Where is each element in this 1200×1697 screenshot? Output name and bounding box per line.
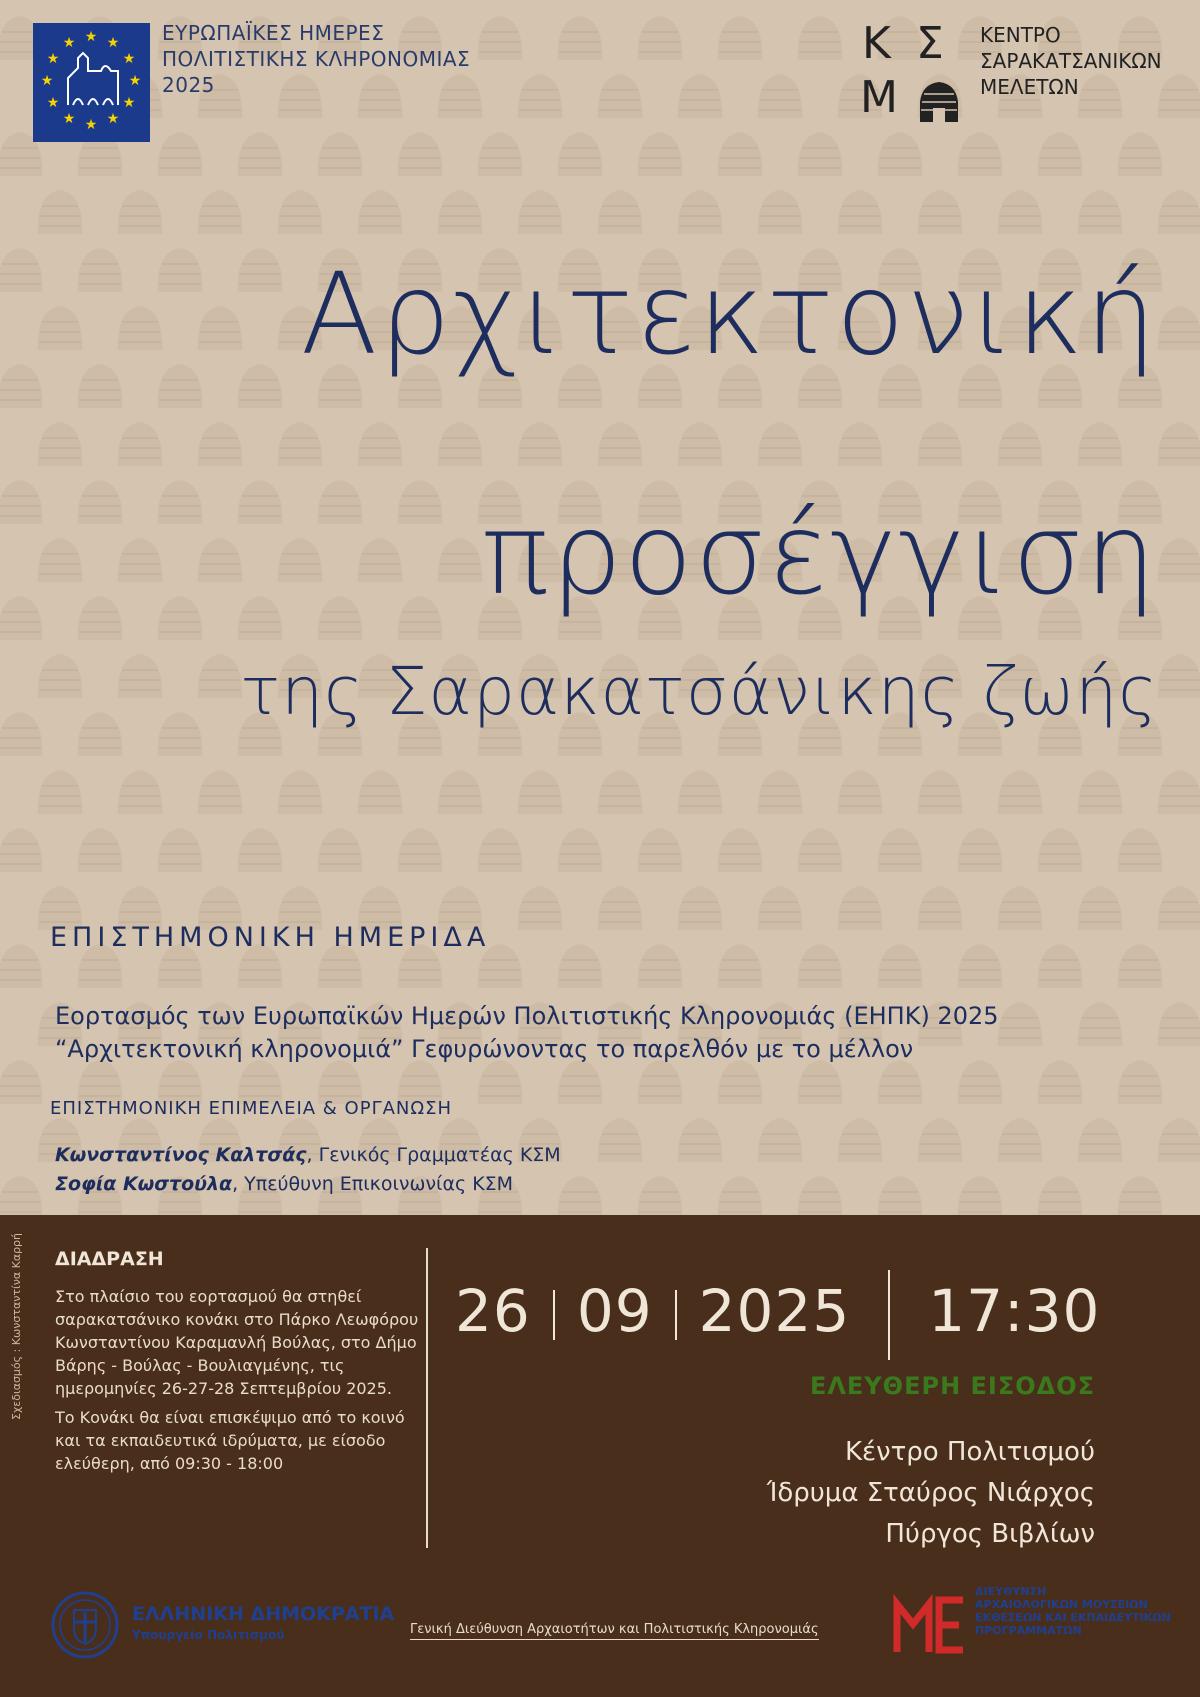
hut-pattern-icon [878, 1060, 922, 1104]
hut-pattern-icon [398, 828, 442, 872]
hut-pattern-icon [158, 132, 202, 176]
hut-pattern-icon [558, 1060, 602, 1104]
hut-pattern-icon [1078, 770, 1122, 814]
hut-pattern-icon [918, 886, 962, 930]
hut-pattern-icon [1078, 1002, 1122, 1046]
organizer-2 [55, 1173, 513, 1195]
hut-pattern-icon [558, 16, 602, 60]
hut-pattern-icon [758, 886, 802, 930]
hut-pattern-icon [998, 190, 1042, 234]
hut-pattern-icon [278, 422, 322, 466]
hut-pattern-icon [38, 538, 82, 582]
hut-pattern-icon [1158, 886, 1200, 930]
hut-pattern-icon [998, 770, 1042, 814]
hut-pattern-icon [678, 190, 722, 234]
eu-line: ΠΟΛΙΤΙΣΤΙΚΗΣ ΚΛΗΡΟΝΟΜΙΑΣ [162, 47, 471, 71]
hut-pattern-icon [918, 1118, 962, 1162]
hut-pattern-icon [38, 190, 82, 234]
activity-paragraph: Στο πλαίσιο του εορτασμού θα στηθεί σαρακατσάνικο κονάκι στο Πάρκο Λεωφόρου Κωνσταντίνου Καραμανλή Βούλας, στο Δήμο Βάρης - Βούλας - Βουλιαγμένης, τις ημερομηνίες 26-27-28 Σεπτεμβρίου 2025. [55, 1287, 419, 1398]
activity-heading: ΔΙΑΔΡΑΣΗ [55, 1248, 164, 1270]
event-subtitle [55, 1000, 999, 1066]
hut-pattern-icon [318, 480, 362, 524]
svg-text:★: ★ [46, 51, 60, 67]
activity-paragraph: Το Κονάκι θα είναι επισκέψιμο από το κοινό και τα εκπαιδευτικά ιδρύματα, με είσοδο ελεύθερη, από 09:30 - 18:00 [55, 1408, 405, 1473]
hut-pattern-icon [918, 770, 962, 814]
hut-pattern-icon [78, 712, 122, 756]
hut-pattern-icon [318, 132, 362, 176]
hut-pattern-icon [438, 190, 482, 234]
eu-line: 2025 [162, 73, 215, 97]
hut-pattern-icon [478, 16, 522, 60]
hut-pattern-icon [558, 1176, 602, 1215]
svg-text:★: ★ [46, 95, 60, 111]
hut-pattern-icon [638, 16, 682, 60]
hut-pattern-icon [518, 74, 562, 118]
hut-pattern-icon [958, 132, 1002, 176]
hut-pattern-icon [758, 1118, 802, 1162]
me-line: ΑΡΧΑΙΟΛΟΓΙΚΩΝ ΜΟΥΣΕΙΩΝ [975, 1598, 1148, 1611]
hut-pattern-icon [798, 16, 842, 60]
event-datetime [455, 1270, 1100, 1360]
svg-text:★: ★ [62, 35, 76, 51]
hut-pattern-icon [798, 132, 842, 176]
hut-pattern-icon [638, 132, 682, 176]
hut-pattern-icon [718, 132, 762, 176]
hut-pattern-icon [1038, 132, 1082, 176]
hut-pattern-icon [358, 770, 402, 814]
svg-text:★: ★ [128, 73, 142, 89]
hut-pattern-icon [1158, 1002, 1200, 1046]
hut-pattern-icon [1118, 132, 1162, 176]
hut-pattern-icon [838, 190, 882, 234]
hut-pattern-icon [238, 596, 282, 640]
svg-text:★: ★ [106, 35, 120, 51]
hut-pattern-icon [118, 422, 162, 466]
hut-pattern-icon [198, 190, 242, 234]
hut-pattern-icon [1158, 770, 1200, 814]
hut-pattern-icon [758, 770, 802, 814]
organizer-name: Κωνσταντίνος Καλτσάς [55, 1144, 307, 1166]
hut-pattern-icon [798, 828, 842, 872]
hut-pattern-icon [278, 538, 322, 582]
hut-pattern-icon [518, 886, 562, 930]
eu-heritage-days-text [162, 20, 470, 98]
gov-ministry: Υπουργείο Πολιτισμού [132, 1628, 285, 1642]
hut-pattern-icon [478, 828, 522, 872]
me-logo-icon [893, 1590, 973, 1660]
title-line-1: Αρχιτεκτονική [300, 250, 1158, 380]
hut-pattern-icon [718, 16, 762, 60]
hut-pattern-icon [558, 132, 602, 176]
hut-pattern-icon [198, 770, 242, 814]
hut-pattern-icon [238, 132, 282, 176]
hut-pattern-icon [958, 1060, 1002, 1104]
hut-pattern-icon [398, 132, 442, 176]
ksm-line: ΣΑΡΑΚΑΤΣΑΝΙΚΩΝ [980, 49, 1162, 73]
hut-pattern-icon [638, 1060, 682, 1104]
hut-pattern-icon [718, 1176, 762, 1215]
hut-pattern-icon [878, 828, 922, 872]
hut-pattern-icon [678, 1118, 722, 1162]
hut-pattern-icon [198, 538, 242, 582]
hut-pattern-icon [678, 422, 722, 466]
hut-pattern-icon [0, 1176, 42, 1215]
hellenic-republic-emblem-icon [50, 1590, 120, 1660]
hut-pattern-icon [118, 538, 162, 582]
hut-pattern-icon [118, 306, 162, 350]
design-credit: Σχεδιασμός : Κωνσταντίνα Καρρή [10, 1232, 23, 1420]
me-line: ΔΙΕΥΘΥΝΣΗ [975, 1585, 1047, 1598]
hut-pattern-icon [678, 770, 722, 814]
hut-pattern-icon [1158, 1118, 1200, 1162]
hut-pattern-icon [1118, 1176, 1162, 1215]
svg-text:★: ★ [62, 111, 76, 127]
venue-line: Πύργος Βιβλίων [885, 1519, 1095, 1549]
me-directorate-text [975, 1585, 1171, 1637]
hut-pattern-icon [1158, 306, 1200, 350]
event-type: ΕΠΙΣΤΗΜΟΝΙΚΗ ΗΜΕΡΙΔΑ [50, 922, 491, 953]
hut-pattern-icon [438, 770, 482, 814]
date-year: 2025 [698, 1277, 851, 1346]
hut-pattern-icon [798, 944, 842, 988]
hut-pattern-icon [238, 828, 282, 872]
subtitle-line-2: “Αρχιτεκτονική κληρονομιά” Γεφυρώνοντας το παρελθόν με το μέλλον [55, 1035, 914, 1063]
hut-pattern-icon [1158, 538, 1200, 582]
venue-line: Ίδρυμα Σταύρος Νιάρχος [766, 1478, 1095, 1508]
hut-pattern-icon [38, 770, 82, 814]
hut-pattern-icon [878, 1176, 922, 1215]
hut-pattern-icon [1038, 1060, 1082, 1104]
free-entry: ΕΛΕΥΘΕΡΗ ΕΙΣΟΔΟΣ [809, 1372, 1095, 1400]
hut-pattern-icon [1038, 1176, 1082, 1215]
hut-pattern-icon [198, 654, 242, 698]
hut-pattern-icon [318, 596, 362, 640]
vertical-divider [426, 1248, 428, 1548]
hut-pattern-icon [518, 190, 562, 234]
hut-pattern-icon [998, 1002, 1042, 1046]
separator [675, 1290, 677, 1340]
hut-pattern-icon [238, 364, 282, 408]
hut-pattern-icon [158, 712, 202, 756]
hut-pattern-icon [1118, 1060, 1162, 1104]
organizer-name: Σοφία Κωστούλα [55, 1173, 233, 1195]
hut-pattern-icon [358, 422, 402, 466]
hut-pattern-icon [1038, 944, 1082, 988]
hut-pattern-icon [0, 944, 42, 988]
svg-text:★: ★ [122, 95, 136, 111]
hut-pattern-icon [638, 828, 682, 872]
hut-pattern-icon [398, 596, 442, 640]
hut-pattern-icon [678, 886, 722, 930]
hut-pattern-icon [958, 944, 1002, 988]
hut-pattern-icon [718, 1060, 762, 1104]
ksm-letter: Μ [860, 72, 898, 123]
eu-stars-icon [33, 23, 150, 142]
hut-pattern-icon [0, 364, 42, 408]
hut-pattern-icon [438, 422, 482, 466]
hut-pattern-icon [278, 190, 322, 234]
ksm-logo [858, 18, 968, 127]
hut-pattern-icon [78, 596, 122, 640]
hut-pattern-icon [38, 654, 82, 698]
directorate-name: Γενική Διεύθυνση Αρχαιοτήτων και Πολιτιστικής Κληρονομιάς [410, 1622, 819, 1640]
hut-pattern-icon [918, 422, 962, 466]
hut-pattern-icon [638, 1176, 682, 1215]
hut-pattern-icon [518, 770, 562, 814]
me-line: ΕΚΘΕΣΕΩΝ ΚΑΙ ΕΚΠΑΙΔΕΥΤΙΚΩΝ [975, 1611, 1171, 1624]
svg-text:★: ★ [122, 51, 136, 67]
svg-text:★: ★ [84, 29, 98, 45]
hut-pattern-icon [318, 828, 362, 872]
hut-pattern-icon [838, 422, 882, 466]
hut-pattern-icon [838, 886, 882, 930]
hut-pattern-icon [558, 828, 602, 872]
hut-pattern-icon [0, 828, 42, 872]
hut-pattern-icon [198, 422, 242, 466]
hut-pattern-icon [758, 422, 802, 466]
organization-heading: ΕΠΙΣΤΗΜΟΝΙΚΗ ΕΠΙΜΕΛΕΙΑ & ΟΡΓΑΝΩΣΗ [50, 1098, 453, 1119]
hut-pattern-icon [1158, 190, 1200, 234]
eu-line: ΕΥΡΩΠΑΪΚΕΣ ΗΜΕΡΕΣ [162, 21, 385, 45]
hut-pattern-icon [838, 770, 882, 814]
hut-pattern-icon [478, 1060, 522, 1104]
hut-pattern-icon [598, 886, 642, 930]
hut-pattern-icon [1158, 654, 1200, 698]
hut-pattern-icon [1158, 74, 1200, 118]
venue-line: Κέντρο Πολιτισμού [844, 1437, 1095, 1467]
hut-pattern-icon [238, 248, 282, 292]
hut-pattern-icon [0, 596, 42, 640]
hut-pattern-icon [198, 306, 242, 350]
hut-pattern-icon [998, 422, 1042, 466]
svg-text:★: ★ [84, 117, 98, 133]
ksm-letter: Σ [916, 18, 944, 69]
hut-pattern-icon [158, 596, 202, 640]
hut-pattern-icon [838, 1118, 882, 1162]
hut-pattern-icon [158, 480, 202, 524]
hut-pattern-icon [0, 480, 42, 524]
hut-pattern-icon [598, 190, 642, 234]
hut-pattern-icon [78, 480, 122, 524]
separator [553, 1290, 555, 1340]
subtitle-line-1: Εορτασμός των Ευρωπαϊκών Ημερών Πολιτιστικής Κληρονομιάς (ΕΗΠΚ) 2025 [55, 1002, 999, 1030]
hut-pattern-icon [0, 248, 42, 292]
hut-pattern-icon [78, 828, 122, 872]
hut-pattern-icon [1038, 828, 1082, 872]
hut-pattern-icon [1078, 886, 1122, 930]
hut-pattern-icon [798, 1060, 842, 1104]
hut-pattern-icon [0, 712, 42, 756]
hut-pattern-icon [798, 1176, 842, 1215]
organizer-1 [55, 1144, 561, 1166]
hut-pattern-icon [78, 364, 122, 408]
hut-pattern-icon [118, 190, 162, 234]
hut-pattern-icon [1118, 828, 1162, 872]
activity-description [55, 1285, 425, 1481]
hut-pattern-icon [158, 248, 202, 292]
hut-pattern-icon [158, 364, 202, 408]
hut-pattern-icon [558, 944, 602, 988]
eu-heritage-days-logo [33, 23, 150, 142]
hut-pattern-icon [1078, 422, 1122, 466]
organizer-role: , Γενικός Γραμματέας ΚΣΜ [306, 1144, 561, 1166]
hut-pattern-icon [478, 132, 522, 176]
hut-pattern-icon [758, 190, 802, 234]
hut-pattern-icon [1158, 422, 1200, 466]
hut-pattern-icon [598, 1118, 642, 1162]
hut-pattern-icon [918, 190, 962, 234]
hut-pattern-icon [158, 828, 202, 872]
date-day: 26 [455, 1277, 531, 1346]
hut-pattern-icon [398, 480, 442, 524]
hut-pattern-icon [518, 422, 562, 466]
hut-pattern-icon [118, 654, 162, 698]
title-line-2: προσέγγιση [481, 490, 1158, 620]
hut-pattern-icon [238, 480, 282, 524]
hut-pattern-icon [878, 944, 922, 988]
hut-pattern-icon [718, 828, 762, 872]
title-line-3: της Σαρακατσάνικης ζωής [240, 653, 1158, 730]
hut-pattern-icon [998, 886, 1042, 930]
hut-pattern-icon [958, 828, 1002, 872]
hut-icon [916, 80, 962, 124]
hut-pattern-icon [38, 306, 82, 350]
separator [888, 1270, 890, 1360]
hut-pattern-icon [598, 74, 642, 118]
hut-pattern-icon [1118, 944, 1162, 988]
hut-pattern-icon [1078, 190, 1122, 234]
hut-pattern-icon [878, 132, 922, 176]
ksm-line: ΚΕΝΤΡΟ [980, 23, 1061, 47]
organizer-role: , Υπεύθυνη Επικοινωνίας ΚΣΜ [232, 1173, 514, 1195]
hut-pattern-icon [998, 1118, 1042, 1162]
hut-pattern-icon [678, 74, 722, 118]
gov-name: ΕΛΛΗΝΙΚΗ ΔΗΜΟΚΡΑΤΙΑ [132, 1603, 395, 1625]
hut-pattern-icon [358, 538, 402, 582]
hut-pattern-icon [38, 422, 82, 466]
hut-pattern-icon [598, 770, 642, 814]
me-line: ΠΡΟΓΡΑΜΜΑΤΩΝ [975, 1624, 1082, 1637]
svg-text:★: ★ [106, 111, 120, 127]
hut-pattern-icon [0, 1060, 42, 1104]
hut-pattern-icon [438, 538, 482, 582]
venue [767, 1432, 1095, 1555]
hut-pattern-icon [638, 944, 682, 988]
hut-pattern-icon [278, 770, 322, 814]
event-time: 17:30 [928, 1277, 1101, 1346]
ksm-name [980, 22, 1162, 100]
hut-pattern-icon [958, 1176, 1002, 1215]
hut-pattern-icon [758, 74, 802, 118]
date-month: 09 [576, 1277, 653, 1346]
hut-pattern-icon [598, 422, 642, 466]
hut-pattern-icon [718, 944, 762, 988]
hut-pattern-icon [1078, 1118, 1122, 1162]
svg-text:★: ★ [40, 73, 54, 89]
hut-pattern-icon [358, 190, 402, 234]
ksm-letter: Κ [862, 18, 891, 69]
hut-pattern-icon [78, 248, 122, 292]
hut-pattern-icon [118, 770, 162, 814]
ksm-line: ΜΕΛΕΤΩΝ [980, 75, 1079, 99]
